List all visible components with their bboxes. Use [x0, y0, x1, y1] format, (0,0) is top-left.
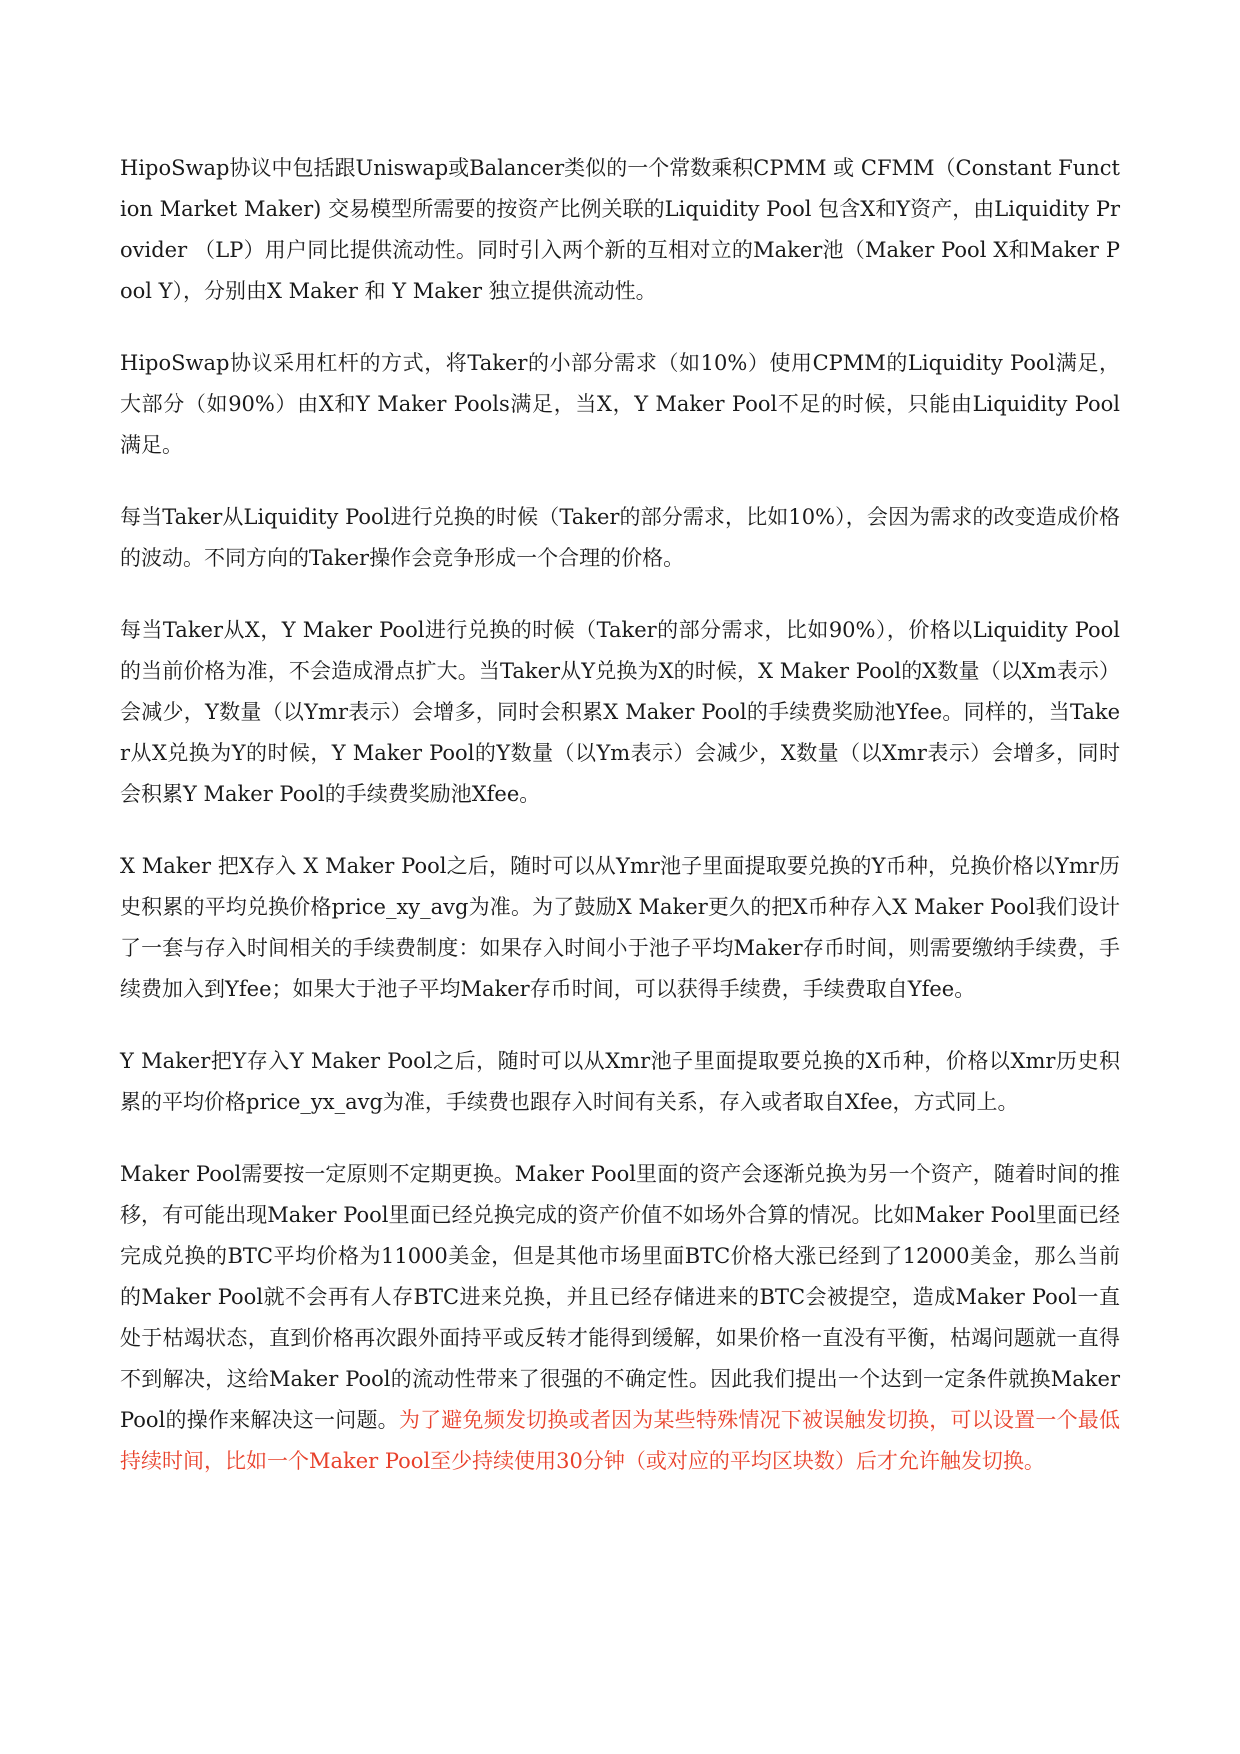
highlighted-text: 为了避免频发切换或者因为某些特殊情况下被误触发切换，可以设置一个最低持续时间，比如一个Maker Pool至少持续使用30分钟（或对应的平均区块数）后才允许触发切换。 [120, 1408, 1120, 1473]
document-body [120, 148, 1120, 1513]
paragraph-text: X Maker 把X存入 X Maker Pool之后，随时可以从Ymr池子里面提取要兑换的Y币种，兑换价格以Ymr历史积累的平均兑换价格price_xy_avg为准。为了鼓励X Maker更久的把X币种存入X Maker Pool我们设计了一套与存入时间相关的手续费制度：如果存入时间小于池子平均Maker存币时间，则需要缴纳手续费，手续费加入到Yfee；如果大于池子平均Maker存币时间，可以获得手续费，手续费取自Yfee。 [120, 854, 1120, 1001]
paragraph-text: HipoSwap协议中包括跟Uniswap或Balancer类似的一个常数乘积CPMM 或 CFMM（Constant Function Market Maker) 交易模型所需要的按资产比例关联的Liquidity Pool 包含X和Y资产，由Liquidity Provider （LP）用户同比提供流动性。同时引入两个新的互相对立的Maker池（Maker Pool X和Maker Pool Y），分别由X Maker 和 Y Maker 独立提供流动性。 [120, 156, 1120, 303]
paragraph-leverage [120, 343, 1120, 466]
paragraph-text: Y Maker把Y存入Y Maker Pool之后，随时可以从Xmr池子里面提取要兑换的X币种，价格以Xmr历史积累的平均价格price_yx_avg为准，手续费也跟存入时间有关系，存入或者取自Xfee，方式同上。 [120, 1049, 1120, 1114]
paragraph-text: Maker Pool需要按一定原则不定期更换。Maker Pool里面的资产会逐渐兑换为另一个资产，随着时间的推移，有可能出现Maker Pool里面已经兑换完成的资产价值不如场外合算的情况。比如Maker Pool里面已经完成兑换的BTC平均价格为11000美金，但是其他市场里面BTC价格大涨已经到了12000美金，那么当前的Maker Pool就不会再有人存BTC进来兑换，并且已经存储进来的BTC会被提空，造成Maker Pool一直处于枯竭状态，直到价格再次跟外面持平或反转才能得到缓解，如果价格一直没有平衡，枯竭问题就一直得不到解决，这给Maker Pool的流动性带来了很强的不确定性。因此我们提出一个达到一定条件就换Maker Pool的操作来解决这一问题。 [120, 1162, 1120, 1432]
paragraph-maker-pool-swap [120, 610, 1120, 815]
paragraph-text: 每当Taker从X，Y Maker Pool进行兑换的时候（Taker的部分需求，比如90%），价格以Liquidity Pool的当前价格为准，不会造成滑点扩大。当Taker从Y兑换为X的时候，X Maker Pool的X数量（以Xm表示）会减少，Y数量（以Ymr表示）会增多，同时会积累X Maker Pool的手续费奖励池Yfee。同样的，当Taker从X兑换为Y的时候，Y Maker Pool的Y数量（以Ym表示）会减少，X数量（以Xmr表示）会增多，同时会积累Y Maker Pool的手续费奖励池Xfee。 [120, 618, 1120, 806]
paragraph-overview [120, 148, 1120, 312]
paragraph-liquidity-pool-swap [120, 497, 1120, 579]
paragraph-maker-pool-rotation [120, 1154, 1120, 1482]
paragraph-y-maker [120, 1041, 1120, 1123]
paragraph-x-maker [120, 846, 1120, 1010]
paragraph-text: 每当Taker从Liquidity Pool进行兑换的时候（Taker的部分需求，比如10%），会因为需求的改变造成价格的波动。不同方向的Taker操作会竞争形成一个合理的价格。 [120, 505, 1120, 570]
paragraph-text: HipoSwap协议采用杠杆的方式，将Taker的小部分需求（如10%）使用CPMM的Liquidity Pool满足，大部分（如90%）由X和Y Maker Pools满足，当X，Y Maker Pool不足的时候，只能由Liquidity Pool满足。 [120, 351, 1120, 457]
